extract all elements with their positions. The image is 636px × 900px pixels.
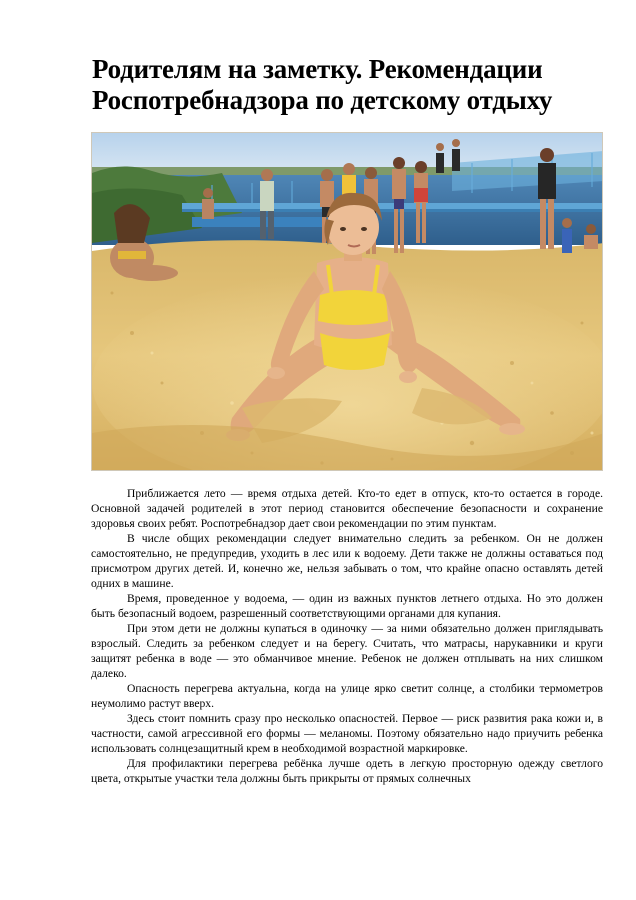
article-body [91, 486, 603, 786]
paragraph-5: Опасность перегрева актуальна, когда на улице ярко светит солнце, а столбики термометров неумолимо растут вверх. [91, 682, 603, 710]
paragraph-7: Для профилактики перегрева ребёнка лучше одеть в легкую просторную одежду светлого цвета, открытые участки тела должны быть прикрыты от прямых солнечных [91, 757, 603, 785]
paragraph-2: В числе общих рекомендации следует внимательно следить за ребенком. Он не должен самостоятельно, не предупредив, уходить в лес или к водоему. Дети также не должны оставаться под присмотром других детей. И, конечно же, нельзя забывать о том, что крайне опасно оставлять детей одних в машине. [91, 532, 603, 590]
article-title-line-2: Роспотребнадзора по детскому отдыху [92, 85, 553, 115]
paragraph-6: Здесь стоит помнить сразу про несколько опасностей. Первое — риск развития рака кожи и, в частности, самой агрессивной его формы — меланомы. Поэтому обязательно надо приучить ребенка использовать солнцезащитный крем в необходимой возрастной маркировке. [91, 712, 603, 755]
paragraph-4: При этом дети не должны купаться в одиночку — за ними обязательно должен приглядывать взрослый. Следить за ребенком следует и на берегу. Считать, что матрасы, нарукавники и круги защитят ребенка в воде — это обманчивое мнение. Ребенок не должен отплывать на них слишком далеко. [91, 622, 603, 680]
article-title-line-1: Родителям на заметку. Рекомендации [92, 54, 543, 84]
article-photo [91, 132, 603, 471]
beach-photo-illustration [92, 133, 603, 471]
article-title [92, 54, 602, 116]
paragraph-3: Время, проведенное у водоема, — один из важных пунктов летнего отдыха. Но это должен быть безопасный водоем, разрешенный соответствующими органами для купания. [91, 592, 603, 620]
paragraph-1: Приближается лето — время отдыха детей. Кто-то едет в отпуск, кто-то остается в городе. Основной задачей родителей в этот период становится обеспечение безопасности и сохранение здоровья своих ребят. Роспотребнадзор дает свои рекомендации по этим пунктам. [91, 487, 603, 530]
